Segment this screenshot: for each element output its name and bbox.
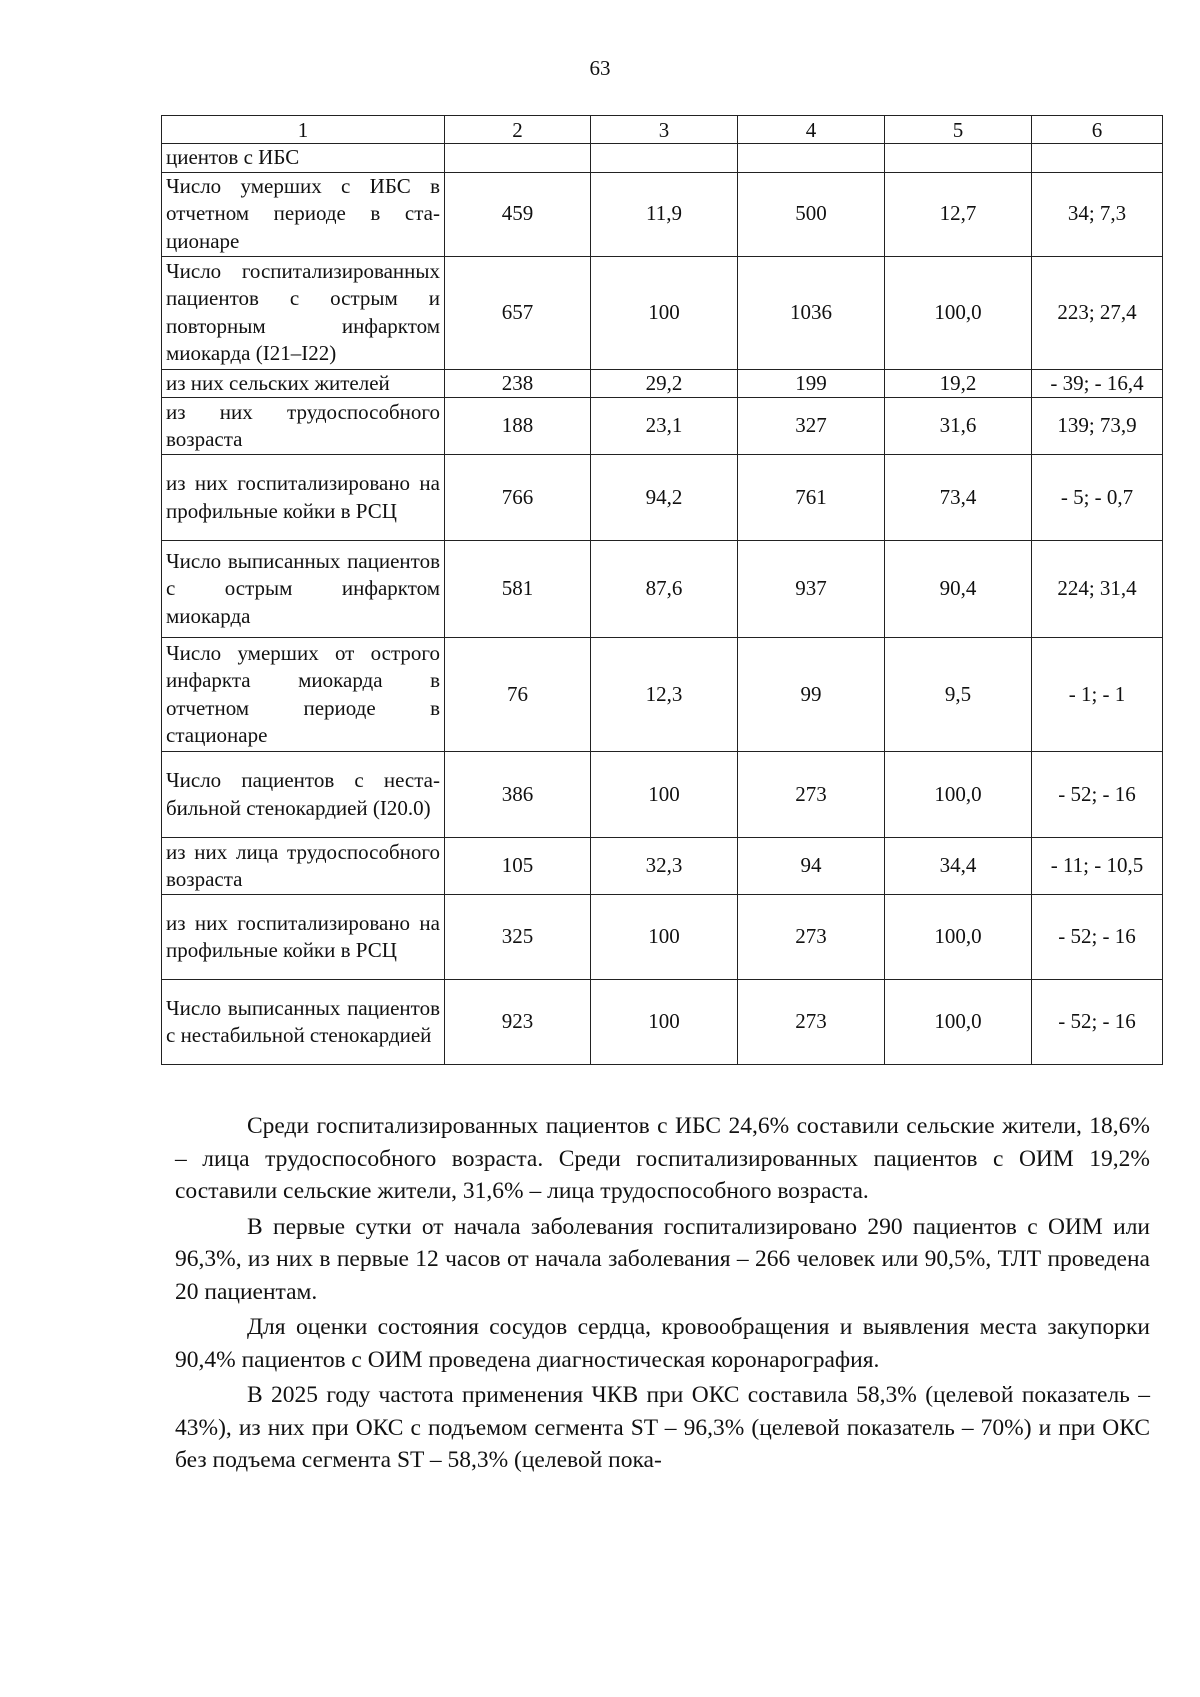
paragraph: В 2025 году частота применения ЧКВ при ОКС составила 58,3% (целевой показатель – 43%), из них при ОКС с подъемом сегмента ST – 96,3% (целевой показатель – 70%) и при ОКС без подъема сегмента ST – 58,3% (целевой пока- xyxy=(175,1382,1150,1473)
cell-col-2: 386 xyxy=(445,752,591,838)
cell-col-2: 238 xyxy=(445,369,591,398)
cell-col-2: 923 xyxy=(445,980,591,1065)
row-label: из них сельских жителей xyxy=(162,369,445,398)
cell-col-4: 99 xyxy=(738,638,885,752)
table-row xyxy=(162,980,1163,1065)
cell-col-6: - 52; - 16 xyxy=(1032,980,1163,1065)
cell-col-6: 223; 27,4 xyxy=(1032,256,1163,369)
table-header-row xyxy=(162,116,1163,144)
cell-col-4: 761 xyxy=(738,455,885,541)
cell-col-5: 100,0 xyxy=(885,256,1032,369)
cell-col-4: 327 xyxy=(738,398,885,455)
cell-col-2: 657 xyxy=(445,256,591,369)
cell-col-4: 273 xyxy=(738,980,885,1065)
column-number-1: 1 xyxy=(162,116,445,144)
body-text xyxy=(175,1110,1150,1480)
table-row xyxy=(162,895,1163,980)
table-row xyxy=(162,398,1163,455)
cell-col-6: 139; 73,9 xyxy=(1032,398,1163,455)
cell-col-2: 766 xyxy=(445,455,591,541)
row-label: циентов с ИБС xyxy=(162,144,445,173)
row-label: Число пациентов с нестабильной стенокардией (I20.0) xyxy=(162,752,445,838)
row-label: из них лица трудоспособного возраста xyxy=(162,838,445,895)
cell-col-5: 31,6 xyxy=(885,398,1032,455)
cell-col-3 xyxy=(591,144,738,173)
cell-col-5: 12,7 xyxy=(885,172,1032,256)
cell-col-5: 100,0 xyxy=(885,980,1032,1065)
row-label: Число выписанных пациентов с нестабильной стенокардией xyxy=(162,980,445,1065)
column-number-3: 3 xyxy=(591,116,738,144)
page-number: 63 xyxy=(589,56,611,80)
table-row xyxy=(162,144,1163,173)
cell-col-6: 224; 31,4 xyxy=(1032,541,1163,638)
table-row xyxy=(162,256,1163,369)
table-row xyxy=(162,838,1163,895)
cell-col-4: 1036 xyxy=(738,256,885,369)
cell-col-4 xyxy=(738,144,885,173)
cell-col-3: 11,9 xyxy=(591,172,738,256)
paragraph: В первые сутки от начала заболевания госпитализировано 290 пациентов с ОИМ или 96,3%, из них в первые 12 часов от начала заболевания – 266 человек или 90,5%, ТЛТ проведена 20 пациентам. xyxy=(175,1213,1150,1305)
column-number-5: 5 xyxy=(885,116,1032,144)
column-number-2: 2 xyxy=(445,116,591,144)
cell-col-3: 100 xyxy=(591,752,738,838)
cell-col-3: 94,2 xyxy=(591,455,738,541)
row-label: Число умерших от острого инфаркта миокарда в отчетном периоде в стационаре xyxy=(162,638,445,752)
cell-col-4: 273 xyxy=(738,895,885,980)
table-row xyxy=(162,172,1163,256)
row-label: из них госпитализировано на профильные койки в РСЦ xyxy=(162,895,445,980)
cell-col-6: - 52; - 16 xyxy=(1032,752,1163,838)
cell-col-3: 32,3 xyxy=(591,838,738,895)
cell-col-3: 12,3 xyxy=(591,638,738,752)
cell-col-2 xyxy=(445,144,591,173)
cell-col-4: 937 xyxy=(738,541,885,638)
table-row xyxy=(162,638,1163,752)
statistics-table xyxy=(161,115,1163,1065)
cell-col-2: 459 xyxy=(445,172,591,256)
cell-col-5: 34,4 xyxy=(885,838,1032,895)
cell-col-2: 76 xyxy=(445,638,591,752)
cell-col-3: 100 xyxy=(591,980,738,1065)
paragraph: Среди госпитализированных пациентов с ИБС 24,6% составили сельские жители, 18,6% – лица трудоспособного возраста. Среди госпитализированных пациентов с ОИМ 19,2% составили сельские жители, 31,6% – лица трудоспособного возраста. xyxy=(175,1113,1150,1204)
cell-col-5: 100,0 xyxy=(885,895,1032,980)
cell-col-5 xyxy=(885,144,1032,173)
cell-col-6: - 11; - 10,5 xyxy=(1032,838,1163,895)
cell-col-6 xyxy=(1032,144,1163,173)
cell-col-6: - 52; - 16 xyxy=(1032,895,1163,980)
row-label: Число умерших с ИБС в отчетном периоде в стационаре xyxy=(162,172,445,256)
column-number-6: 6 xyxy=(1032,116,1163,144)
cell-col-3: 23,1 xyxy=(591,398,738,455)
row-label: Число выписанных пациентов с острым инфарктом миокарда xyxy=(162,541,445,638)
cell-col-2: 188 xyxy=(445,398,591,455)
table-row xyxy=(162,752,1163,838)
cell-col-5: 9,5 xyxy=(885,638,1032,752)
cell-col-5: 19,2 xyxy=(885,369,1032,398)
cell-col-5: 100,0 xyxy=(885,752,1032,838)
cell-col-4: 199 xyxy=(738,369,885,398)
cell-col-2: 105 xyxy=(445,838,591,895)
cell-col-4: 500 xyxy=(738,172,885,256)
column-number-4: 4 xyxy=(738,116,885,144)
paragraph: Для оценки состояния сосудов сердца, кровообращения и выявления места закупорки 90,4% пациентов с ОИМ проведена диагностическая коронарография. xyxy=(175,1314,1150,1373)
cell-col-3: 29,2 xyxy=(591,369,738,398)
cell-col-6: - 1; - 1 xyxy=(1032,638,1163,752)
table-row xyxy=(162,369,1163,398)
row-label: из них трудоспособного возраста xyxy=(162,398,445,455)
row-label: из них госпитализировано на профильные койки в РСЦ xyxy=(162,455,445,541)
cell-col-6: - 39; - 16,4 xyxy=(1032,369,1163,398)
table-row xyxy=(162,541,1163,638)
cell-col-3: 100 xyxy=(591,256,738,369)
cell-col-5: 73,4 xyxy=(885,455,1032,541)
cell-col-4: 94 xyxy=(738,838,885,895)
cell-col-3: 100 xyxy=(591,895,738,980)
table-row xyxy=(162,455,1163,541)
cell-col-5: 90,4 xyxy=(885,541,1032,638)
cell-col-2: 325 xyxy=(445,895,591,980)
row-label: Число госпитализированных пациентов с острым и повторным инфарктом миокарда (I21–I22) xyxy=(162,256,445,369)
cell-col-3: 87,6 xyxy=(591,541,738,638)
cell-col-2: 581 xyxy=(445,541,591,638)
cell-col-6: 34; 7,3 xyxy=(1032,172,1163,256)
cell-col-6: - 5; - 0,7 xyxy=(1032,455,1163,541)
cell-col-4: 273 xyxy=(738,752,885,838)
